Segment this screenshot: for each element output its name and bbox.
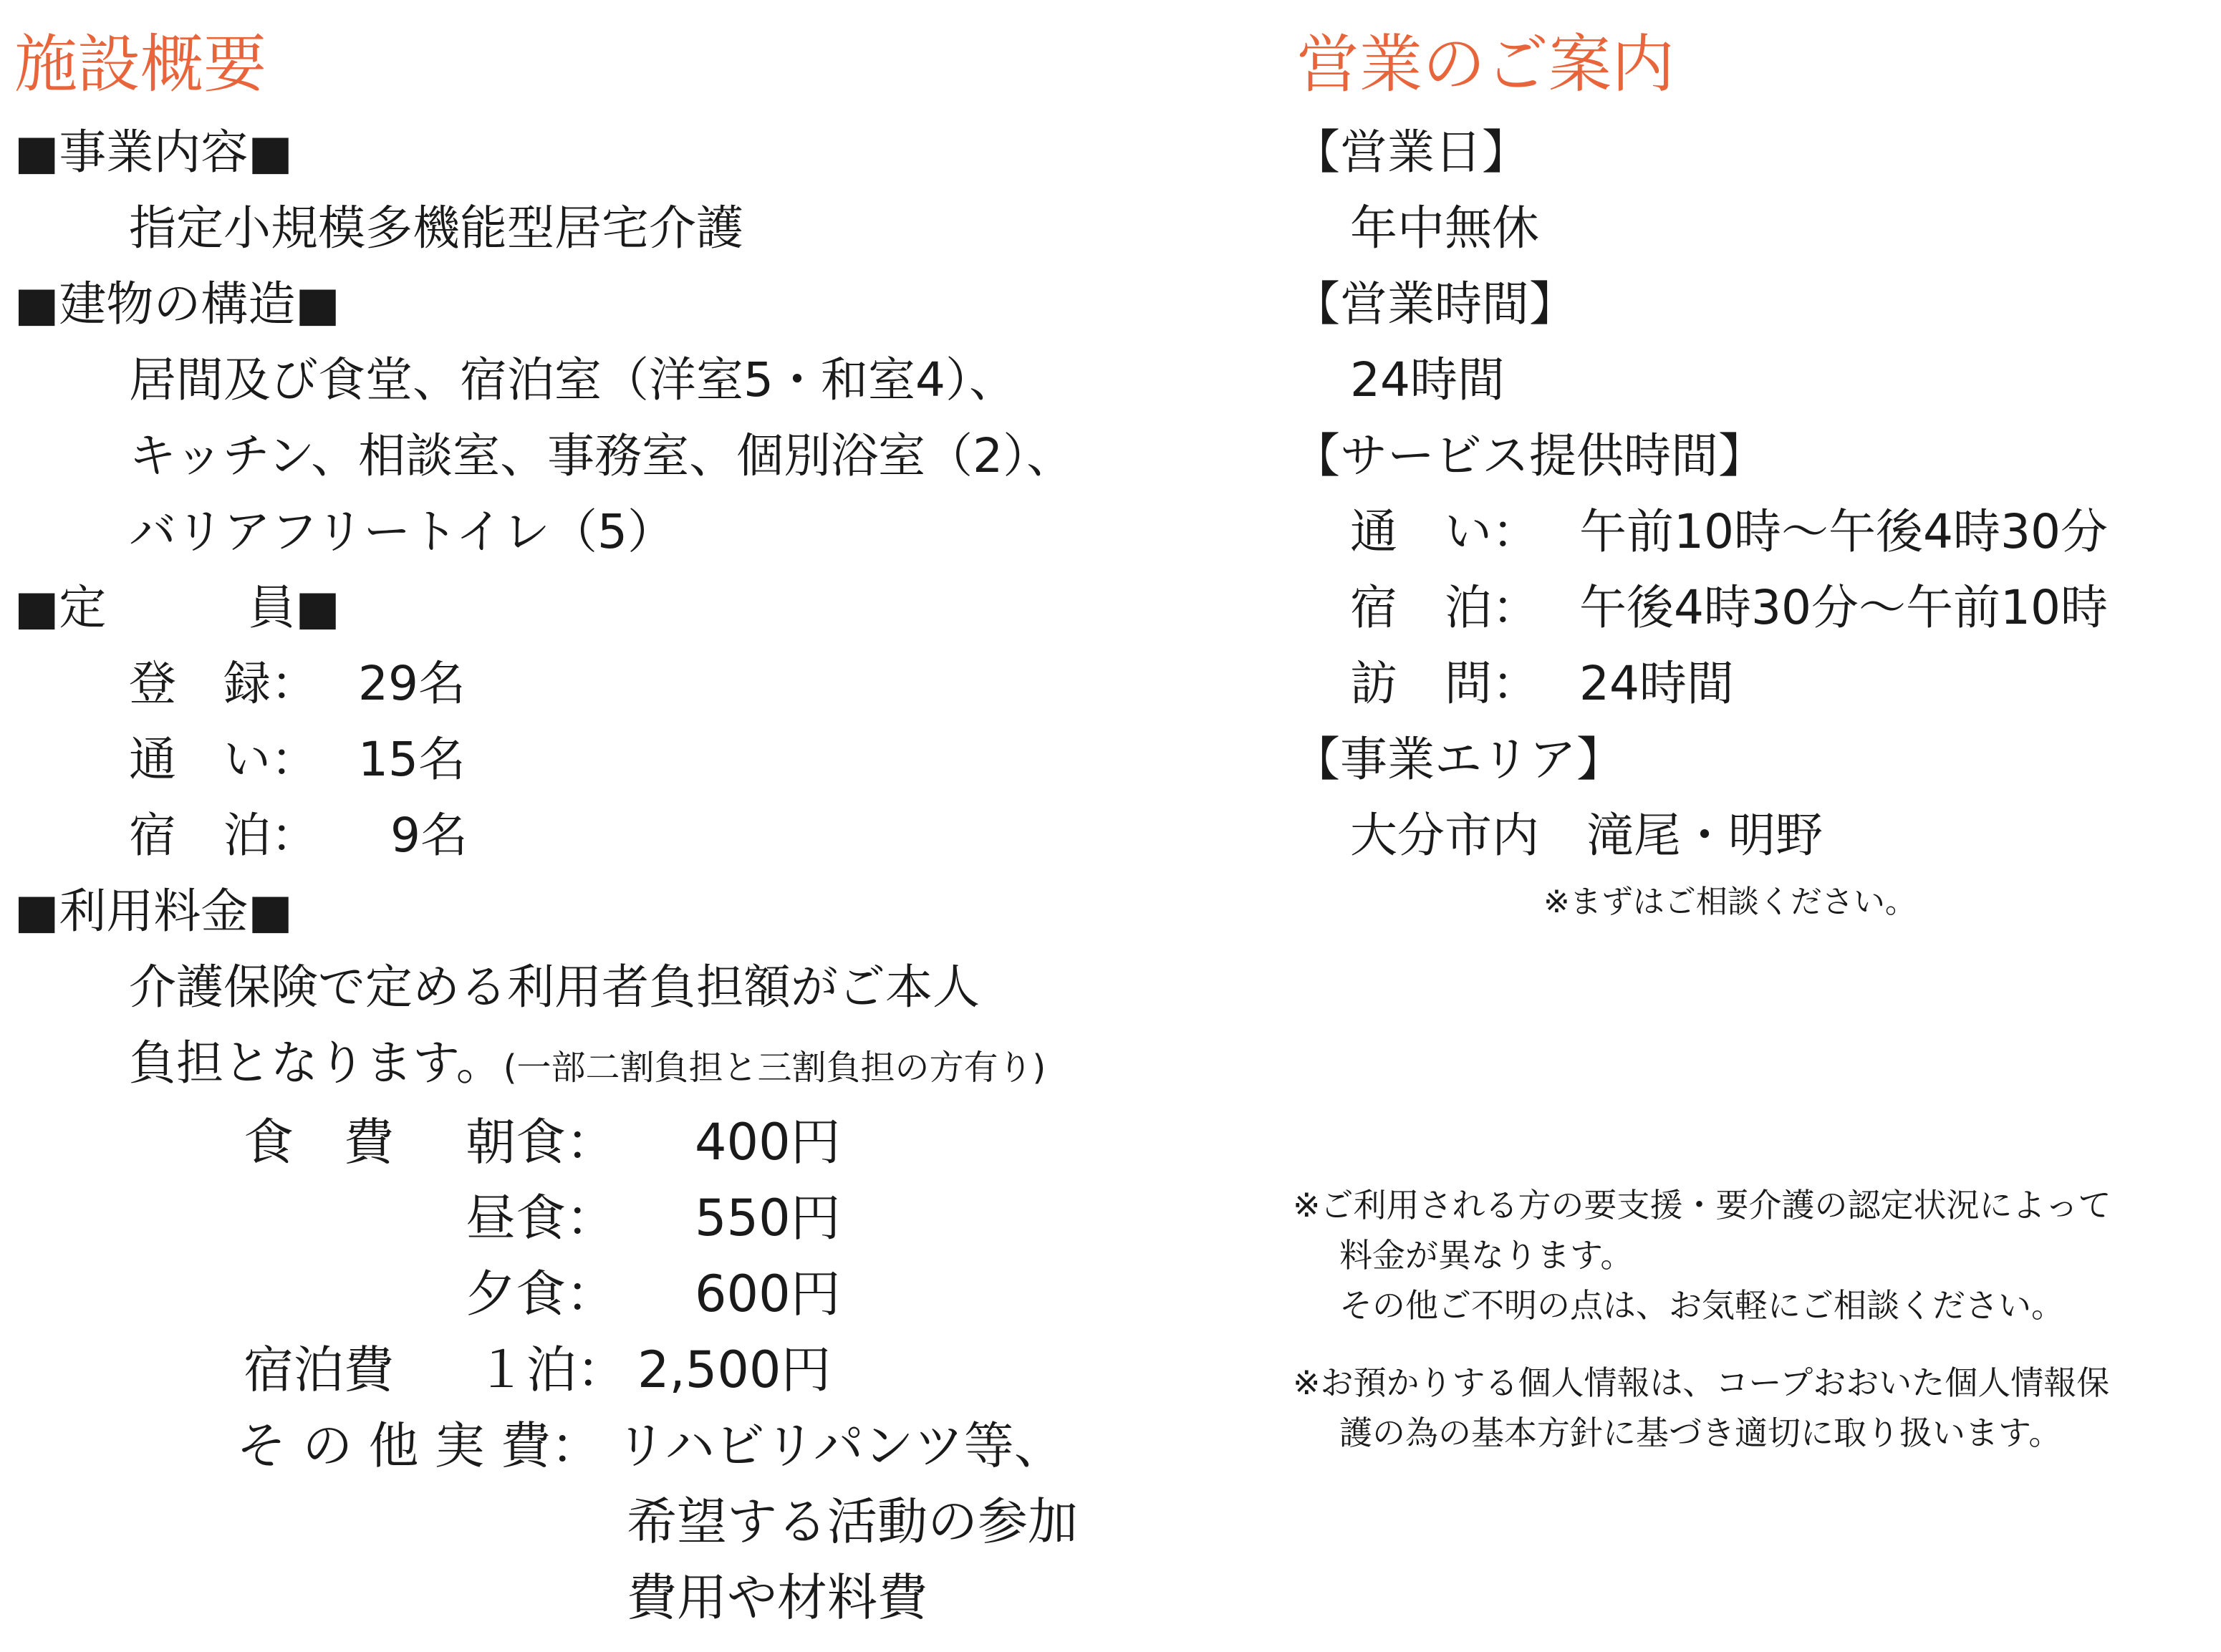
privacy-note-line: ※お預かりする個人情報は、コープおおいた個人情報保 — [1293, 1363, 2110, 1402]
fees-line: 介護保険で定める利用者負担額がご本人 — [129, 960, 980, 1015]
structure-line: キッチン、相談室、事務室、個別浴室（2）、 — [129, 428, 1074, 483]
service-area-heading: 【事業エリア】 — [1293, 732, 1624, 787]
meal-price: 550円 — [695, 1189, 841, 1247]
service-label: 訪 問： — [1350, 656, 1539, 711]
fees-heading: ■利用料金■ — [14, 884, 293, 939]
meal-price: 400円 — [695, 1113, 841, 1172]
service-value: 午後4時30分～午前10時 — [1579, 580, 2108, 635]
fees-line — [129, 1035, 1046, 1091]
fees-line-sub: (一部二割負担と三割負担の方有り) — [503, 1048, 1046, 1088]
facility-overview-title: 施設概要 — [14, 27, 267, 101]
capacity-label: 宿 泊： — [129, 808, 318, 863]
business-days-heading: 【営業日】 — [1293, 125, 1529, 180]
meal-label: 食 費 — [244, 1113, 394, 1172]
service-value: 午前10時～午後4時30分 — [1579, 504, 2108, 559]
service-label: 通 い： — [1350, 504, 1539, 559]
structure-line: 居間及び食堂、宿泊室（洋室5・和室4）、 — [129, 352, 1016, 407]
capacity-label: 登 録： — [129, 656, 318, 711]
business-hours-heading: 【営業時間】 — [1293, 276, 1576, 332]
note-line: その他ご不明の点は、お気軽にご相談ください。 — [1339, 1286, 2064, 1325]
capacity-label: 通 い： — [129, 732, 318, 787]
note-line: 料金が異なります。 — [1339, 1236, 1634, 1275]
service-area-note: ※まずはご相談ください。 — [1543, 884, 1917, 920]
note-line: ※ご利用される方の要支援・要介護の認定状況によって — [1293, 1186, 2111, 1224]
capacity-heading: ■定 員■ — [14, 580, 340, 635]
business-days: 年中無休 — [1350, 201, 1539, 256]
other-cost-label: そ の 他 実 費： — [236, 1416, 602, 1475]
structure-heading: ■建物の構造■ — [14, 276, 340, 332]
service-hours-heading: 【サービス提供時間】 — [1293, 428, 1765, 483]
meal-price: 600円 — [695, 1265, 841, 1323]
meal-name: 夕食： — [466, 1265, 616, 1323]
stay-fee-value: 2,500円 — [637, 1341, 832, 1399]
business-text: 指定小規模多機能型居宅介護 — [129, 201, 743, 256]
other-cost-line: リハビリパンツ等、 — [616, 1416, 1064, 1475]
privacy-note-line: 護の為の基本方針に基づき適切に取り扱います。 — [1339, 1414, 2062, 1452]
stay-fee-label: 宿泊費 — [244, 1341, 394, 1399]
business-info-title: 営業のご案内 — [1296, 27, 1675, 101]
business-heading: ■事業内容■ — [14, 125, 293, 180]
meal-name: 昼食： — [466, 1189, 616, 1247]
structure-line: バリアフリートイレ（5） — [129, 504, 675, 559]
business-hours: 24時間 — [1350, 352, 1505, 407]
capacity-value: 9名 — [390, 808, 468, 863]
capacity-value: 29名 — [358, 656, 466, 711]
service-value: 24時間 — [1579, 656, 1734, 711]
meal-name: 朝食： — [466, 1113, 616, 1172]
service-area: 大分市内 滝尾・明野 — [1350, 808, 1823, 863]
stay-fee-unit: １泊： — [476, 1341, 627, 1399]
fees-line-main: 負担となります。 — [129, 1035, 504, 1091]
other-cost-line: 費用や材料費 — [627, 1568, 928, 1627]
service-label: 宿 泊： — [1350, 580, 1539, 635]
capacity-value: 15名 — [358, 732, 466, 787]
other-cost-line: 希望する活動の参加 — [627, 1492, 1078, 1551]
